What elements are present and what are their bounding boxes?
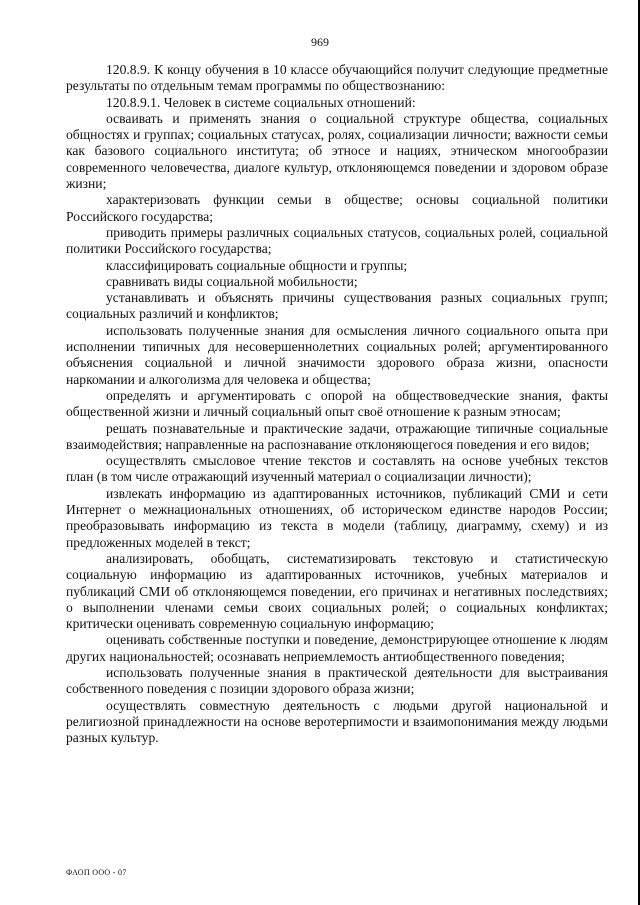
- section-intro-paragraph: 120.8.9. К концу обучения в 10 классе обучающийся получит следующие предметные результаты по отдельным темам программы по обществознанию:: [66, 62, 608, 94]
- list-item: использовать полученные знания для осмысления личного социального опыта при исполнении типичных для несовершеннолетних социальных ролей; аргументированного объяснения социальной и личной значимости здорового образа жизни, опасности наркомании и алкоголизма для человека и общества;: [66, 322, 608, 387]
- list-item: определять и аргументировать с опорой на обществоведческие знания, факты общественной жизни и личный социальный опыт своё отношение к разным этносам;: [66, 387, 608, 420]
- list-item: сравнивать виды социальной мобильности;: [106, 273, 358, 289]
- list-item: анализировать, обобщать, систематизировать текстовую и статистическую социальную информацию из адаптированных источников, учебных материалов и публикаций СМИ об отклоняющемся поведении, его причинах и негативных последствиях; о выполнении членами семьи своих социальных ролей; о социальных конфликтах; критически оценивать современную социальную информацию;: [66, 550, 608, 632]
- list-item: классифицировать социальные общности и группы;: [106, 257, 408, 273]
- page-number: 969: [311, 35, 329, 49]
- list-item: приводить примеры различных социальных статусов, социальных ролей, социальной политики Российского государства;: [66, 224, 608, 257]
- list-item: характеризовать функции семьи в обществе; основы социальной политики Российского государства;: [66, 192, 608, 224]
- list-item: извлекать информацию из адаптированных источников, публикаций СМИ и сети Интернет о межнациональных отношениях, об историческом единстве народов России; преобразовывать информацию из текста в модели (таблицу, диаграмму, схему) и из предложенных моделей в текст;: [66, 485, 608, 550]
- list-item: осуществлять совместную деятельность с людьми другой национальной и религиозной принадлежности на основе веротерпимости и взаимопонимания между людьми разных культур.: [66, 697, 608, 746]
- list-item: осуществлять смысловое чтение текстов и составлять на основе учебных текстов план (в том числе отражающий изученный материал о социализации личности);: [66, 453, 608, 485]
- list-item: устанавливать и объяснять причины существования разных социальных групп; социальных различий и конфликтов;: [66, 290, 608, 322]
- list-item: решать познавательные и практические задачи, отражающие типичные социальные взаимодействия; направленные на распознавание отклоняющегося поведения и его видов;: [66, 420, 608, 452]
- footer-code: ФАОП ООО - 07: [66, 868, 127, 877]
- document-body: [66, 62, 608, 746]
- list-item: оценивать собственные поступки и поведение, демонстрирующее отношение к людям других национальностей; осознавать неприемлемость антиобщественного поведения;: [66, 632, 608, 664]
- list-item: использовать полученные знания в практической деятельности для выстраивания собственного поведения с позиции здорового образа жизни;: [66, 664, 608, 697]
- list-item: осваивать и применять знания о социальной структуре общества, социальных общностях и группах; социальных статусах, ролях, социализации личности; важности семьи как базового социального института; об этносе и нациях, этническом многообразии современного человечества, диалоге культур, отклоняющемся поведении и здоровом образе жизни;: [66, 110, 608, 192]
- section-heading: 120.8.9.1. Человек в системе социальных отношений:: [106, 94, 416, 110]
